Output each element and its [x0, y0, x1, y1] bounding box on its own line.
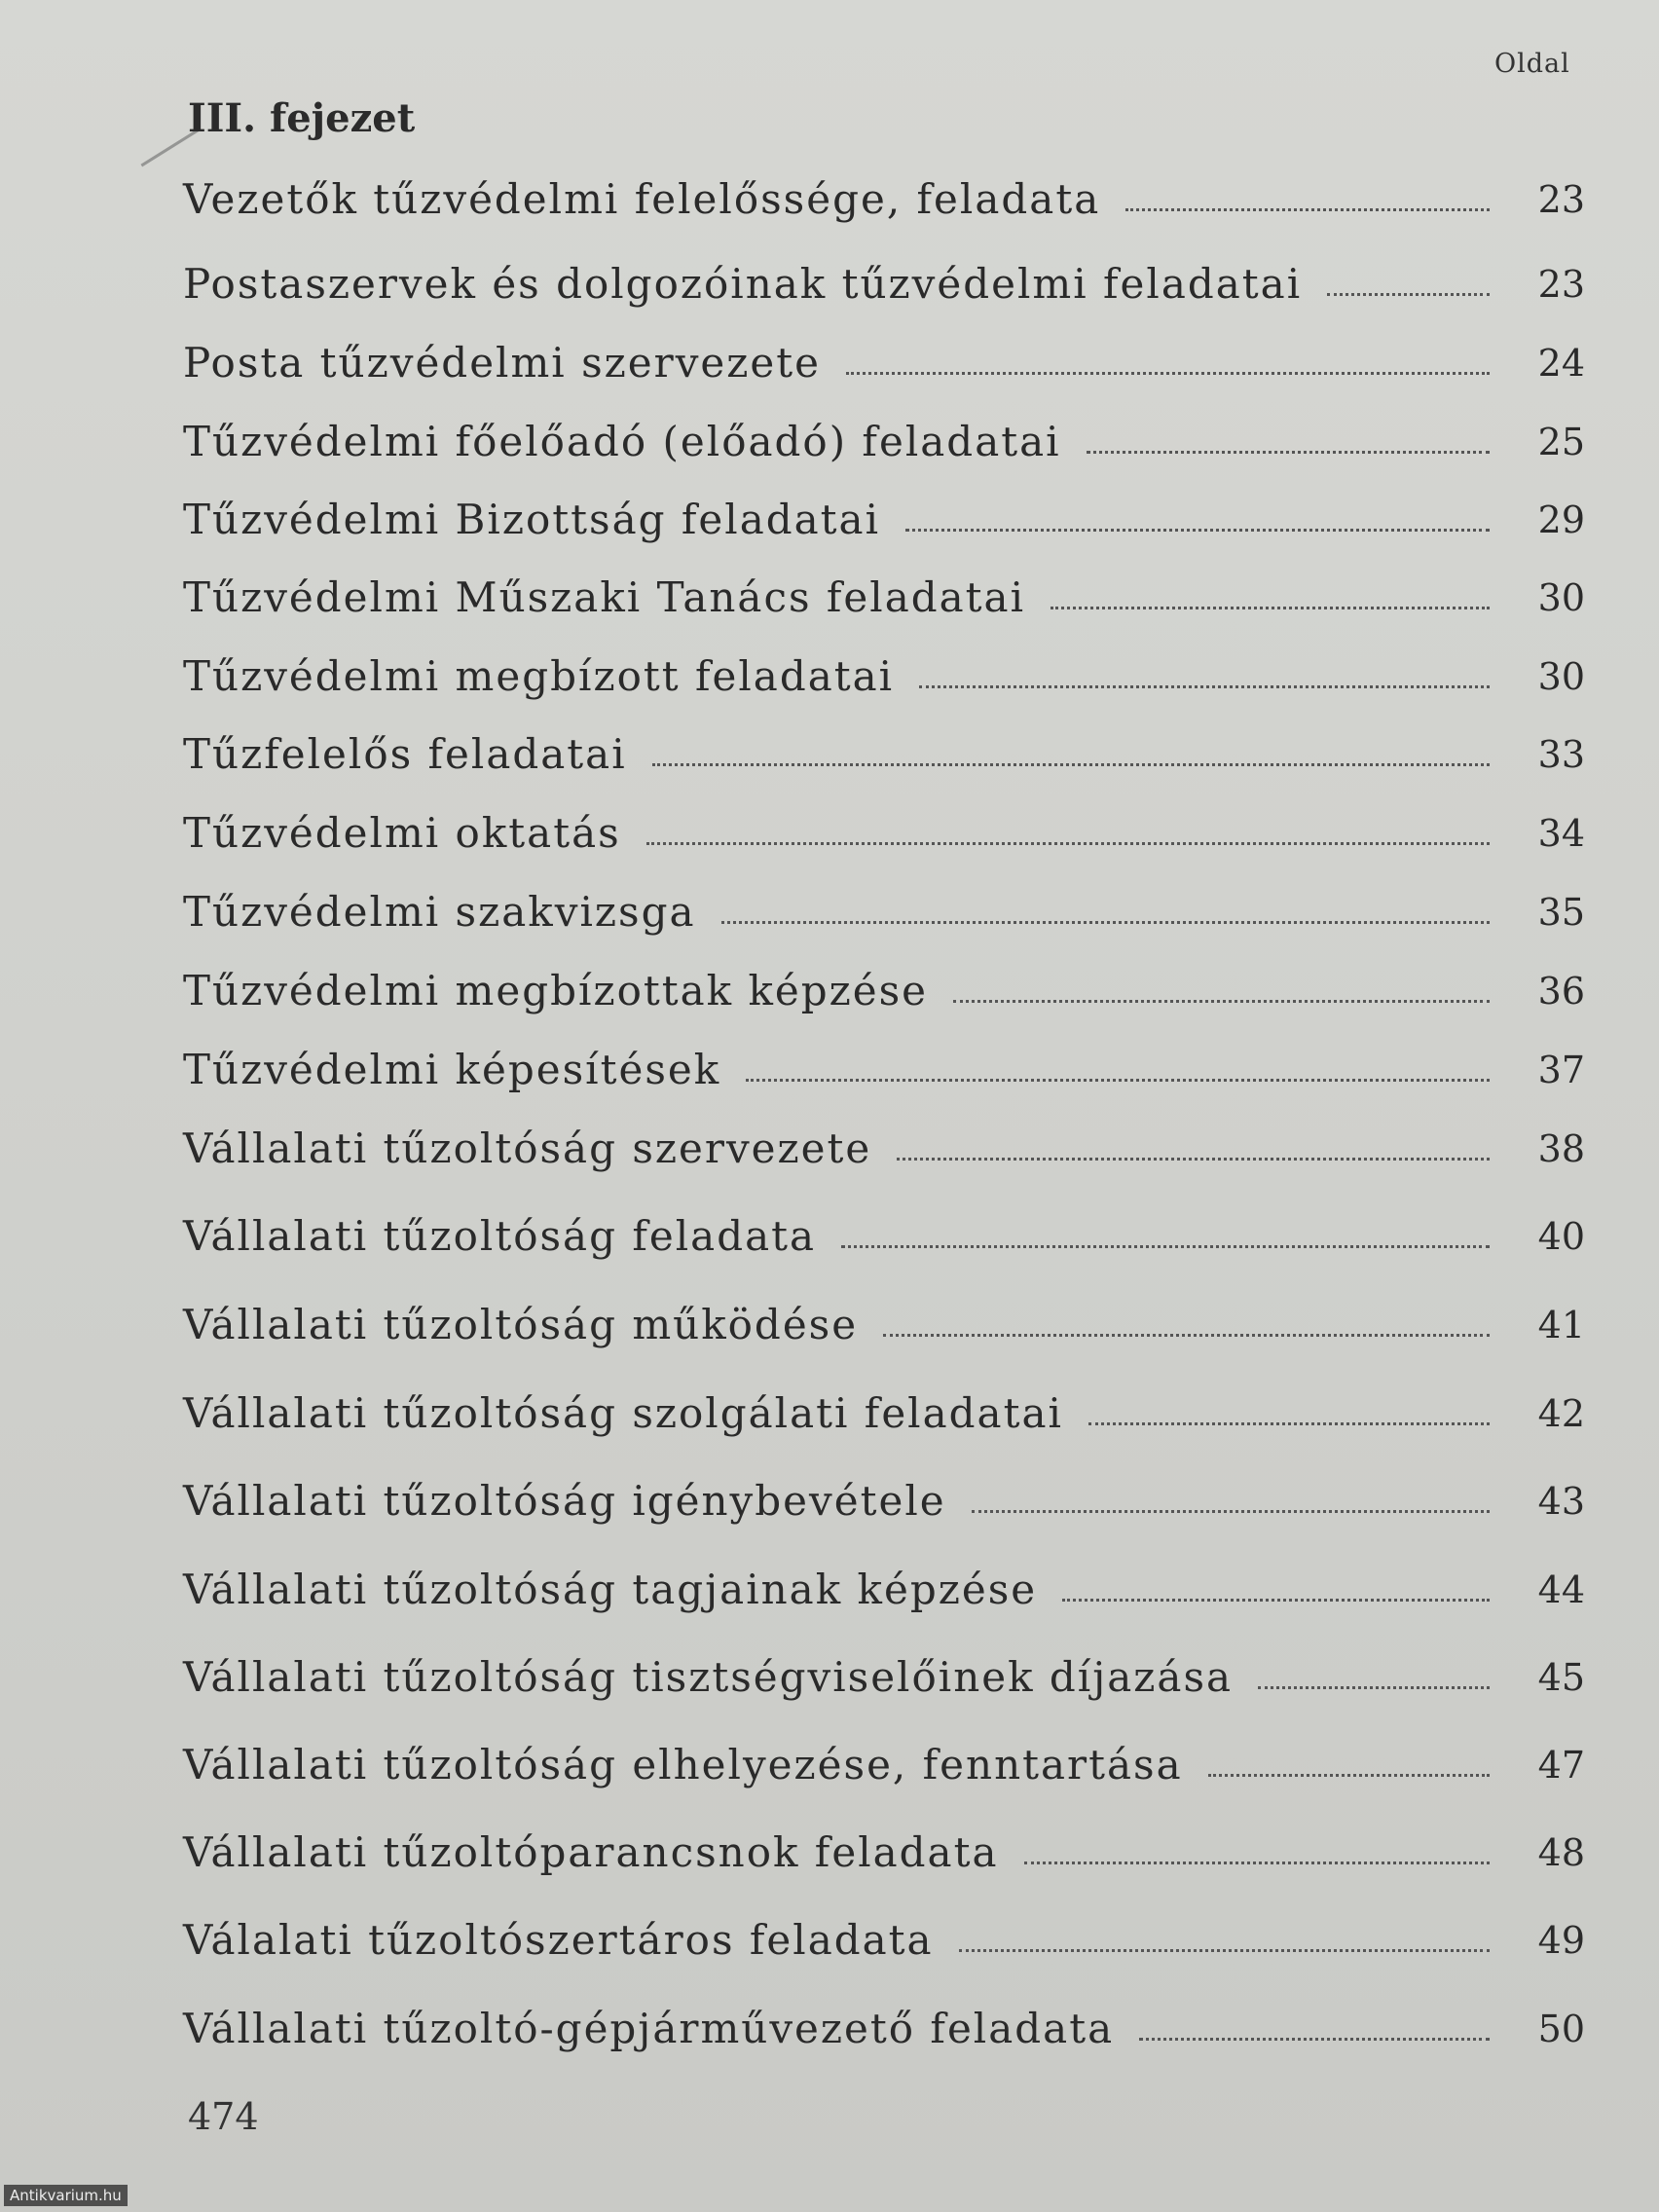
- toc-entry-title: Tűzfelelős feladatai: [183, 730, 627, 778]
- toc-entry-page: 36: [1537, 970, 1585, 1013]
- dot-leader: [1208, 1774, 1490, 1777]
- toc-entry-title: Tűzvédelmi oktatás: [183, 809, 621, 857]
- toc-entry-title: Tűzvédelmi megbízott feladatai: [183, 652, 895, 700]
- toc-entry: [183, 1911, 1585, 1970]
- dot-leader: [905, 529, 1490, 532]
- toc-entry: [183, 1120, 1585, 1178]
- dot-leader: [652, 763, 1490, 766]
- toc-entry-title: Tűzvédelmi Műszaki Tanács feladatai: [183, 573, 1026, 621]
- dot-leader: [646, 842, 1490, 845]
- toc-entry-page: 43: [1537, 1480, 1585, 1523]
- toc-entry: [183, 1041, 1585, 1099]
- toc-entry-page: 23: [1537, 263, 1585, 306]
- dot-leader: [1139, 2038, 1490, 2041]
- toc-entry-title: Vállalati tűzoltóparancsnok feladata: [183, 1828, 999, 1876]
- toc-entry-title: Posta tűzvédelmi szervezete: [183, 339, 822, 387]
- toc-entry: [183, 491, 1585, 549]
- dot-leader: [746, 1079, 1490, 1082]
- toc-entry: [183, 1207, 1585, 1266]
- toc-entry: [183, 569, 1585, 627]
- toc-entry-title: Vezetők tűzvédelmi felelőssége, feladata: [183, 175, 1101, 223]
- toc-entry-page: 35: [1537, 891, 1585, 934]
- toc-entry-title: Vállalati tűzoltóság tisztségviselőinek díjazása: [183, 1653, 1234, 1701]
- dot-leader: [1062, 1599, 1490, 1602]
- toc-entry-page: 29: [1537, 498, 1585, 541]
- toc-entry: [183, 725, 1585, 784]
- dot-leader: [959, 1949, 1490, 1952]
- dot-leader: [897, 1158, 1490, 1161]
- toc-entry-page: 30: [1537, 576, 1585, 619]
- toc-entry-page: 33: [1537, 733, 1585, 776]
- toc-entry: [183, 1296, 1585, 1354]
- toc-entry-title: Tűzvédelmi főelőadó (előadó) feladatai: [183, 418, 1061, 465]
- toc-entry: [183, 1561, 1585, 1619]
- toc-entry: [183, 2000, 1585, 2058]
- dot-leader: [841, 1245, 1490, 1248]
- chapter-title: III. fejezet: [188, 95, 416, 141]
- toc-entry-title: Vállalati tűzoltóság szolgálati feladatai: [183, 1389, 1063, 1437]
- toc-entry: [183, 883, 1585, 941]
- toc-entry: [183, 334, 1585, 392]
- toc-entry-page: 45: [1537, 1656, 1585, 1699]
- toc-entry-page: 38: [1537, 1127, 1585, 1170]
- toc-entry: [183, 1648, 1585, 1707]
- toc-entry: [183, 170, 1585, 229]
- dot-leader: [1327, 293, 1490, 296]
- watermark: Antikvarium.hu: [4, 2185, 128, 2206]
- toc-entry-page: 37: [1537, 1049, 1585, 1091]
- dot-leader: [1088, 1422, 1490, 1425]
- toc-entry-page: 40: [1537, 1215, 1585, 1258]
- dot-leader: [721, 921, 1491, 924]
- toc-entry-title: Tűzvédelmi képesítések: [183, 1046, 721, 1093]
- toc-entry-page: 30: [1537, 655, 1585, 698]
- toc-entry-title: Vállalati tűzoltóság tagjainak képzése: [183, 1566, 1038, 1613]
- toc-entry-title: Vállalati tűzoltóság feladata: [183, 1212, 817, 1260]
- toc-entry-page: 34: [1537, 812, 1585, 855]
- toc-entry-page: 44: [1537, 1568, 1585, 1611]
- toc-entry-title: Tűzvédelmi szakvizsga: [183, 888, 696, 936]
- toc-entry-page: 41: [1537, 1304, 1585, 1346]
- toc-entry-page: 50: [1537, 2008, 1585, 2050]
- dot-leader: [846, 372, 1490, 375]
- dot-leader: [1051, 607, 1490, 609]
- toc-entry: [183, 255, 1585, 313]
- toc-entry-page: 49: [1537, 1919, 1585, 1962]
- toc-entry: [183, 962, 1585, 1020]
- dot-leader: [1125, 208, 1490, 211]
- toc-entry-title: Vállalati tűzoltóság működése: [183, 1301, 859, 1348]
- dot-leader: [1087, 451, 1490, 454]
- toc-entry-title: Vállalati tűzoltó-gépjárművezető feladata: [183, 2005, 1115, 2052]
- toc-entry-title: Vállalati tűzoltóság elhelyezése, fenntartása: [183, 1741, 1183, 1788]
- toc-entry-title: Válalati tűzoltószertáros feladata: [183, 1916, 934, 1964]
- page-number: 474: [188, 2095, 259, 2138]
- toc-entry: [183, 804, 1585, 863]
- page-column-label: Oldal: [1494, 49, 1570, 79]
- dot-leader: [953, 1000, 1490, 1003]
- toc-entry: [183, 1384, 1585, 1443]
- dot-leader: [972, 1510, 1490, 1513]
- toc-entry-page: 48: [1537, 1831, 1585, 1874]
- dot-leader: [883, 1334, 1490, 1337]
- dot-leader: [919, 685, 1490, 688]
- toc-entry-title: Vállalati tűzoltóság szervezete: [183, 1124, 872, 1172]
- dot-leader: [1258, 1686, 1490, 1689]
- toc-entry-page: 47: [1537, 1744, 1585, 1787]
- toc-entry-page: 23: [1537, 178, 1585, 221]
- toc-entry: [183, 1824, 1585, 1882]
- toc-entry: [183, 647, 1585, 706]
- toc-entry-page: 24: [1537, 342, 1585, 385]
- toc-entry-title: Postaszervek és dolgozóinak tűzvédelmi feladatai: [183, 260, 1303, 308]
- dot-leader: [1024, 1862, 1490, 1864]
- toc-entry-page: 25: [1537, 421, 1585, 463]
- toc-entry-title: Vállalati tűzoltóság igénybevétele: [183, 1477, 946, 1525]
- toc-entry: [183, 1472, 1585, 1530]
- toc-entry: [183, 1736, 1585, 1794]
- toc-entry: [183, 413, 1585, 471]
- toc-entry-title: Tűzvédelmi Bizottság feladatai: [183, 496, 881, 543]
- toc-entry-title: Tűzvédelmi megbízottak képzése: [183, 967, 929, 1014]
- toc-entry-page: 42: [1537, 1392, 1585, 1435]
